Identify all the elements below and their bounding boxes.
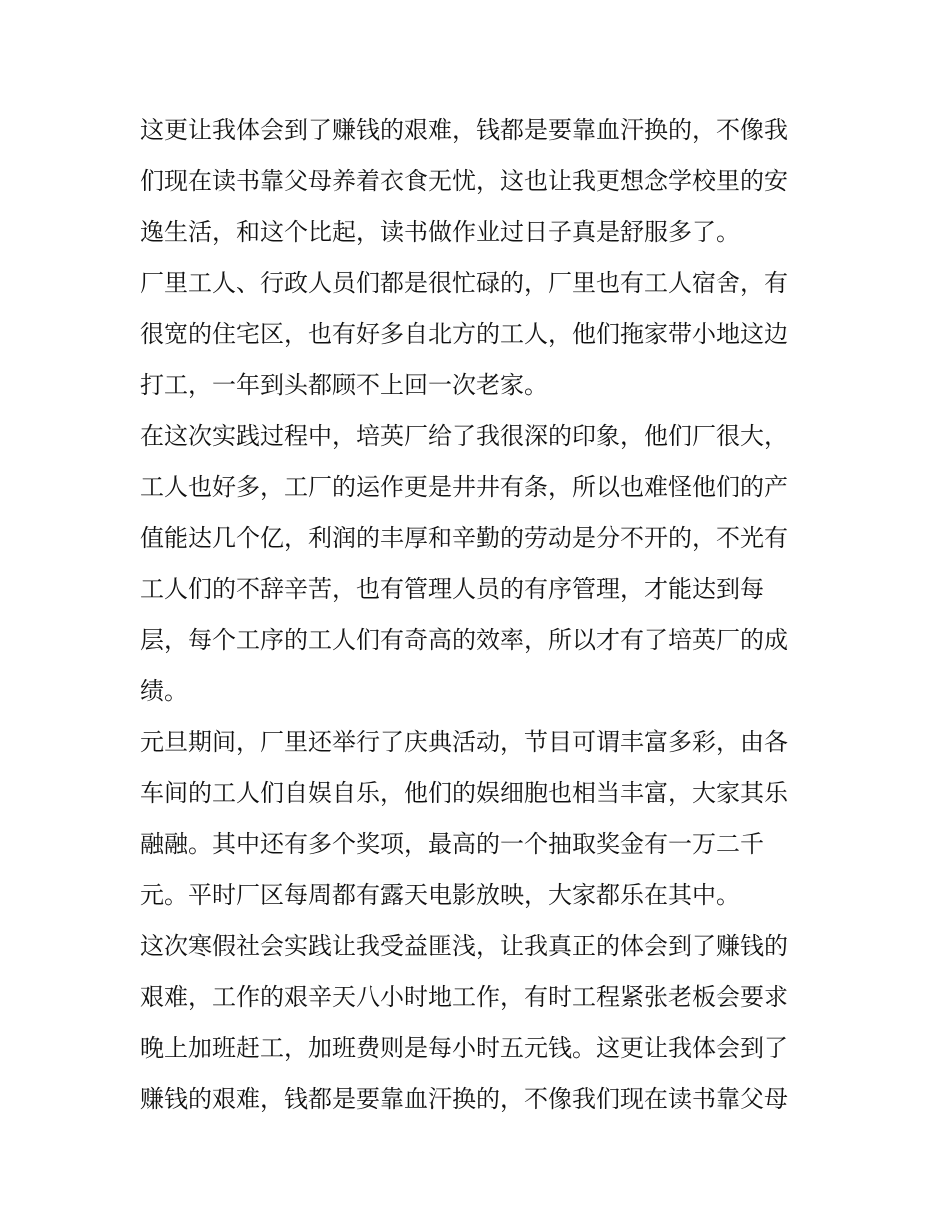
text-line: 很宽的住宅区，也有好多自北方的工人，他们拖家带小地这边 xyxy=(140,320,788,348)
text-line: 晚上加班赶工，加班费则是每小时五元钱。这更让我体会到了 xyxy=(140,1034,788,1062)
text-line: 元。平时厂区每周都有露天电影放映，大家都乐在其中。 xyxy=(140,881,740,909)
paragraph-1 xyxy=(140,105,812,258)
text-line: 层，每个工序的工人们有奇高的效率，所以才有了培英厂的成 xyxy=(140,626,788,654)
paragraph-5 xyxy=(140,921,812,1125)
text-line: 值能达几个亿，利润的丰厚和辛勤的劳动是分不开的，不光有 xyxy=(140,524,788,552)
text-line: 在这次实践过程中，培英厂给了我很深的印象，他们厂很大， xyxy=(140,422,788,450)
text-line: 厂里工人、行政人员们都是很忙碌的，厂里也有工人宿舍，有 xyxy=(140,269,788,297)
text-line: 打工，一年到头都顾不上回一次老家。 xyxy=(140,371,548,399)
text-line: 这次寒假社会实践让我受益匪浅，让我真正的体会到了赚钱的 xyxy=(140,932,788,960)
text-line: 车间的工人们自娱自乐，他们的娱细胞也相当丰富，大家其乐 xyxy=(140,779,788,807)
text-line: 逸生活，和这个比起，读书做作业过日子真是舒服多了。 xyxy=(140,218,740,246)
text-line: 们现在读书靠父母养着衣食无忧，这也让我更想念学校里的安 xyxy=(140,167,788,195)
text-line: 赚钱的艰难，钱都是要靠血汗换的，不像我们现在读书靠父母 xyxy=(140,1085,788,1113)
text-line: 工人们的不辞辛苦，也有管理人员的有序管理，才能达到每 xyxy=(140,575,764,603)
document-body xyxy=(140,105,812,1125)
paragraph-3 xyxy=(140,411,812,717)
text-line: 这更让我体会到了赚钱的艰难，钱都是要靠血汗换的，不像我 xyxy=(140,116,788,144)
text-line: 融融。其中还有多个奖项，最高的一个抽取奖金有一万二千 xyxy=(140,830,764,858)
text-line: 绩。 xyxy=(140,677,188,705)
paragraph-2 xyxy=(140,258,812,411)
text-line: 艰难，工作的艰辛天八小时地工作，有时工程紧张老板会要求 xyxy=(140,983,788,1011)
paragraph-4 xyxy=(140,717,812,921)
text-line: 元旦期间，厂里还举行了庆典活动，节目可谓丰富多彩，由各 xyxy=(140,728,788,756)
text-line: 工人也好多，工厂的运作更是井井有条，所以也难怪他们的产 xyxy=(140,473,788,501)
